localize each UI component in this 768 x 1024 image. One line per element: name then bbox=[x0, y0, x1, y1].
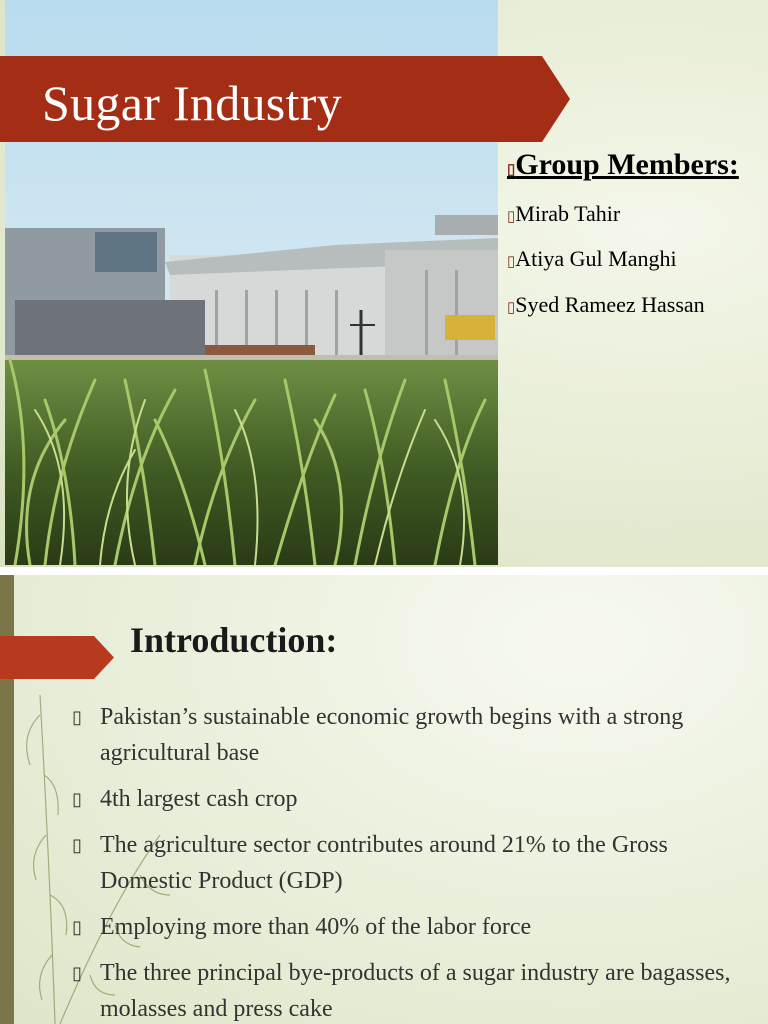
bullet-list bbox=[72, 699, 732, 1024]
bullet-icon: ▯ bbox=[72, 789, 82, 809]
bullet-icon: ▯ bbox=[507, 300, 516, 316]
bullet-icon: ▯ bbox=[507, 254, 516, 270]
members-heading: ▯Group Members: bbox=[507, 148, 739, 181]
member-item: ▯Atiya Gul Manghi bbox=[507, 246, 677, 271]
member-item: ▯Syed Rameez Hassan bbox=[507, 292, 705, 317]
list-item: ▯ Employing more than 40% of the labor force bbox=[72, 909, 732, 945]
introduction-slide bbox=[0, 575, 768, 1024]
bullet-icon: ▯ bbox=[72, 707, 82, 727]
bullet-icon: ▯ bbox=[72, 963, 82, 983]
list-item: ▯ 4th largest cash crop bbox=[72, 781, 732, 817]
bullet-icon: ▯ bbox=[72, 835, 82, 855]
slide-title: Sugar Industry bbox=[42, 75, 343, 131]
intro-banner bbox=[0, 636, 114, 679]
list-item: ▯ Pakistan’s sustainable economic growth begins with a strong agricultural base bbox=[72, 699, 732, 771]
slide-title: Introduction: bbox=[130, 620, 338, 660]
member-item: ▯Mirab Tahir bbox=[507, 201, 621, 226]
list-item: ▯ The agriculture sector contributes around 21% to the Gross Domestic Product (GDP) bbox=[72, 827, 732, 899]
bullet-icon: ▯ bbox=[507, 209, 516, 225]
bullet-icon: ▯ bbox=[72, 917, 82, 937]
list-item: ▯ The three principal bye-products of a sugar industry are bagasses, molasses and press cake bbox=[72, 955, 732, 1024]
group-members bbox=[507, 142, 757, 324]
bullet-icon: ▯ bbox=[507, 162, 516, 178]
